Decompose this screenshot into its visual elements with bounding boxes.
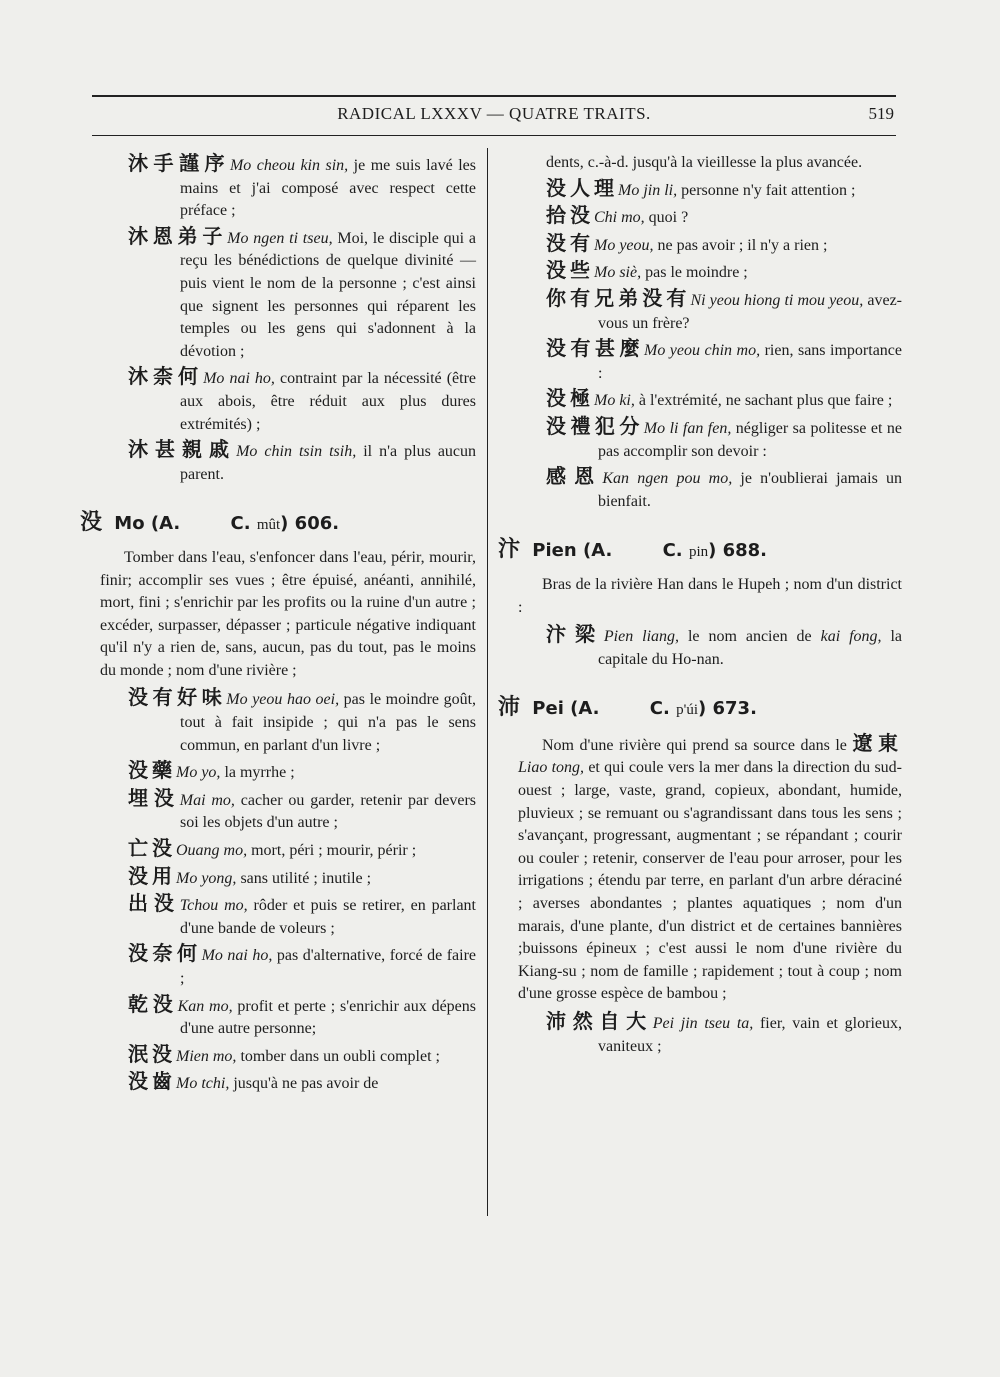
entry-chars: 泯没 [128, 1041, 176, 1066]
entry-romanization: Mo jin li, [618, 181, 678, 199]
pei-def-rest: et qui coule vers la mer dans la direction du sud-ouest ; large, vaste, grand, copieux, abondant, humide, pluvieux ; se remuant ou s'agrandissant dans tous les sens ; s'avançant, progressant, augmentant ; se répandant ; courir ou couler ; retenir, conserver de l'eau pour arroser, pour les irrigations ; étendu par terre, en parlant d'un arbre déraciné ; averses abondantes ; plantes aquatiques ; nom d'un marais, d'une plante, d'un district et de certaines bannières ;buissons épineux ; c'est aussi le nom d'une rivière du Kiang-su ; nom de famille ; rapidement ; tout à coup ; nom d'une grosse espèce de bambou ; [518, 759, 902, 1003]
entry-romanization: Mo yeou chin mo, [643, 342, 761, 360]
entry-romanization: Mien mo, [176, 1047, 237, 1065]
entry-chars: 拾没 [546, 203, 594, 228]
entry-chars: 沐甚親戚 [128, 437, 237, 462]
headword-word: Mo [114, 513, 145, 535]
entry-chars: 没藥 [128, 758, 176, 783]
list-item [80, 787, 476, 835]
page-number: 519 [868, 104, 894, 123]
list-item [498, 259, 902, 285]
headword-c-reading: p'úi [676, 702, 698, 719]
entry-romanization: Tchou mo, [179, 897, 248, 915]
entry-definition: fier, vain et glorieux, vaniteux ; [598, 1015, 902, 1055]
entry-chars: 沛然自大 [546, 1009, 653, 1033]
entry-chars: 没齒 [128, 1069, 176, 1094]
entry-definition-rest: la capitale du Ho-nan. [598, 628, 903, 668]
list-item [80, 1043, 476, 1069]
entry-romanization: Mo yeou, [594, 236, 654, 254]
list-item [498, 232, 902, 258]
entry-definition: négliger sa politesse et ne pas accomplir son devoir : [598, 419, 902, 460]
list-item [498, 465, 902, 513]
list-item [80, 686, 476, 757]
entry-definition: mort, péri ; mourir, périr ; [247, 842, 417, 860]
headword-c-reading: mût [256, 517, 281, 534]
entry-definition: avez-vous un frère? [598, 291, 902, 332]
list-item [80, 837, 476, 863]
entry-chars: 没禮犯分 [546, 413, 644, 438]
entry-romanization: Mo yong, [176, 869, 237, 887]
entry-chars: 没有甚麼 [546, 336, 644, 361]
headword-a: (A. [570, 698, 600, 720]
list-item [80, 225, 476, 364]
entry-definition: tomber dans un oubli complet ; [236, 1047, 440, 1065]
entry-definition: personne n'y fait attention ; [677, 181, 856, 199]
pei-chars: 遼東 [852, 730, 903, 755]
list-item [498, 177, 902, 203]
headword-c-reading: pin [688, 544, 709, 561]
column-divider [487, 148, 488, 1216]
header-rule-top [92, 95, 896, 97]
list-item [80, 365, 476, 436]
list-item [80, 993, 476, 1041]
headword-char: 汴 [498, 537, 521, 563]
definition-paragraph: Bras de la rivière Han dans le Hupeh ; nom d'un district : [518, 575, 902, 616]
entry-chars: 亡没 [128, 836, 176, 861]
header-rule-bottom [92, 135, 896, 136]
list-item [80, 865, 476, 891]
entry-chars: 没有 [546, 230, 594, 255]
entry-definition: Moi, le disciple qui a reçu les bénédictions de quelque divinité — puis vient le nom de la personne ; c'est ainsi que signent les personnes qui réparent les temples ou les gens qui s'adonnent à la dévotion ; [180, 229, 476, 360]
entry-definition: rien, sans importance : [598, 342, 902, 382]
list-item [80, 1070, 476, 1096]
running-title: RADICAL LXXXV — QUATRE TRAITS. [337, 104, 651, 123]
entry-definition: la myrrhe ; [220, 764, 295, 782]
entries-mo-continued [498, 177, 902, 514]
entry-definition: contraint par la nécessité (être aux abois, être réduit aux plus dures extrémités) ; [180, 370, 476, 433]
entry-definition: cacher ou garder, retenir par devers soi les objets d'un autre ; [180, 791, 477, 832]
entries-top [80, 152, 476, 486]
list-item [80, 942, 476, 990]
entry-definition: rôder et puis se retirer, en parlant d'une bande de voleurs ; [180, 897, 477, 937]
entry-chars: 沐恩弟子 [128, 223, 228, 248]
list-item [80, 759, 476, 785]
pei-def-start: Nom d'une rivière qui prend sa source dans le [542, 736, 847, 754]
entries-mo [80, 686, 476, 1096]
list-item [80, 152, 476, 223]
headword-word: Pien [532, 540, 577, 562]
list-item [80, 438, 476, 486]
entry-definition: profit et perte ; s'enrichir aux dépens d'une autre personne; [180, 997, 477, 1038]
headword-a: (A. [150, 513, 181, 535]
headword-c: C. [662, 540, 683, 562]
headword-a: (A. [582, 540, 613, 562]
headword-number: 606. [294, 513, 340, 535]
continuation-text: dents, c.-à-d. jusqu'à la vieillesse la plus avancée. [546, 154, 863, 171]
headword-word: Pei [532, 698, 564, 720]
entry-romanization: Ouang mo, [176, 842, 248, 860]
entry-definition: pas d'alternative, forcé de faire ; [180, 947, 477, 987]
headword-number: 688. [722, 540, 768, 562]
entry-romanization: Pei jin tseu ta, [652, 1015, 754, 1032]
entry-chars: 出没 [128, 891, 180, 916]
entry-chars: 沐手謹序 [128, 151, 230, 175]
entry-definition: sans utilité ; inutile ; [236, 869, 372, 887]
entry-romanization: Mo yo, [176, 764, 221, 782]
list-item [498, 387, 902, 413]
entry-chars: 埋没 [128, 785, 180, 810]
entry-chars: 沐柰何 [128, 364, 204, 389]
entry-chars: 乾没 [128, 991, 178, 1016]
entry-chars: 没用 [128, 863, 176, 888]
entry-definition: je n'oublierai jamais un bienfait. [598, 470, 903, 510]
entry-romanization: Mai mo, [179, 791, 235, 809]
entry-romanization: Mo nai ho, [201, 947, 273, 965]
entry-romanization: Mo tchi, [176, 1075, 230, 1093]
definition-paragraph [498, 732, 902, 1006]
headword-mo: 没 Mo (A. C. mût) 606. [80, 510, 340, 536]
entry-chars: 没些 [546, 258, 594, 283]
list-item [498, 415, 902, 463]
entry-chars: 没人理 [546, 175, 618, 200]
entry-definition: le nom ancien de [679, 628, 821, 646]
entry-romanization: Kan mo, [177, 997, 233, 1015]
entry-chars: 没有好味 [128, 685, 227, 710]
entry-chars: 没奈何 [128, 941, 202, 966]
headword-number: 673. [712, 698, 757, 720]
right-column [498, 152, 902, 1060]
list-item [498, 1010, 902, 1058]
entry-definition: je me suis lavé les mains et j'ai composé avec respect cette préface ; [180, 157, 477, 220]
entry-definition: jusqu'à ne pas avoir de [229, 1075, 379, 1093]
entry-definition: à l'extrémité, ne sachant plus que faire ; [634, 392, 893, 410]
entry-romanization: Mo chin tsin tsih, [236, 443, 357, 461]
headword-pei: 沛 Pei (A. C. p'úi) 673. [498, 695, 757, 721]
list-item [80, 892, 476, 940]
entry-romanization: Mo ki, [594, 392, 635, 410]
headword-c: C. [230, 513, 251, 535]
entry-romanization: Mo nai ho, [203, 370, 275, 388]
left-column [80, 152, 476, 1098]
definition-paragraph: Tomber dans l'eau, s'enfoncer dans l'eau, périr, mourir, finir; accomplir ses vues ; être épuisé, anéanti, annihilé, mort, fini ; s'enrichir par les profits ou la ruine d'un autre ; excéder, surpasser, dépasser ; particule négative indiquant qu'il n'y a rien de, sans, aucun, pas du tout, pas le moins du monde ; nom d'une rivière ; [100, 548, 476, 679]
list-item [498, 337, 902, 385]
entry-chars: 感恩 [546, 464, 603, 489]
list-item [498, 623, 902, 671]
entry-romanization: Kan ngen pou mo, [602, 470, 733, 488]
headword-pien: 汴 Pien (A. C. pin) 688. [498, 537, 768, 563]
entry-definition: quoi ? [644, 209, 689, 227]
list-item [498, 204, 902, 230]
entry-romanization: Mo siè, [594, 264, 642, 282]
entry-romanization: Mo yeou hao oei, [226, 691, 340, 709]
entry-romanization: Chi mo, [594, 209, 645, 227]
headword-char: 没 [80, 510, 103, 536]
entry-chars: 你有兄弟没有 [546, 285, 691, 310]
entry-romanization: Mo cheou kin sin, [229, 157, 349, 174]
entry-romanization: Mo ngen ti tseu, [227, 229, 333, 247]
entry-place: kai fong, [820, 628, 882, 646]
pei-romanization: Liao tong, [518, 759, 585, 777]
entry-definition: ne pas avoir ; il n'y a rien ; [653, 236, 828, 254]
entry-romanization: Mo li fan fen, [643, 419, 732, 437]
entry-romanization: Ni yeou hiong ti mou yeou, [690, 291, 864, 309]
entry-definition: pas le moindre goût, tout à fait insipide ; qui n'a pas le sens commun, en parlant d'un livre ; [180, 691, 477, 754]
headword-c: C. [649, 698, 670, 720]
entry-romanization: Pien liang, [603, 628, 680, 646]
entry-chars: 汴梁 [546, 622, 604, 647]
entry-chars: 没極 [546, 386, 594, 411]
entry-definition: pas le moindre ; [641, 264, 748, 282]
headword-char: 沛 [498, 695, 521, 721]
entry-definition: il n'a plus aucun parent. [180, 443, 477, 483]
list-item [498, 287, 902, 335]
